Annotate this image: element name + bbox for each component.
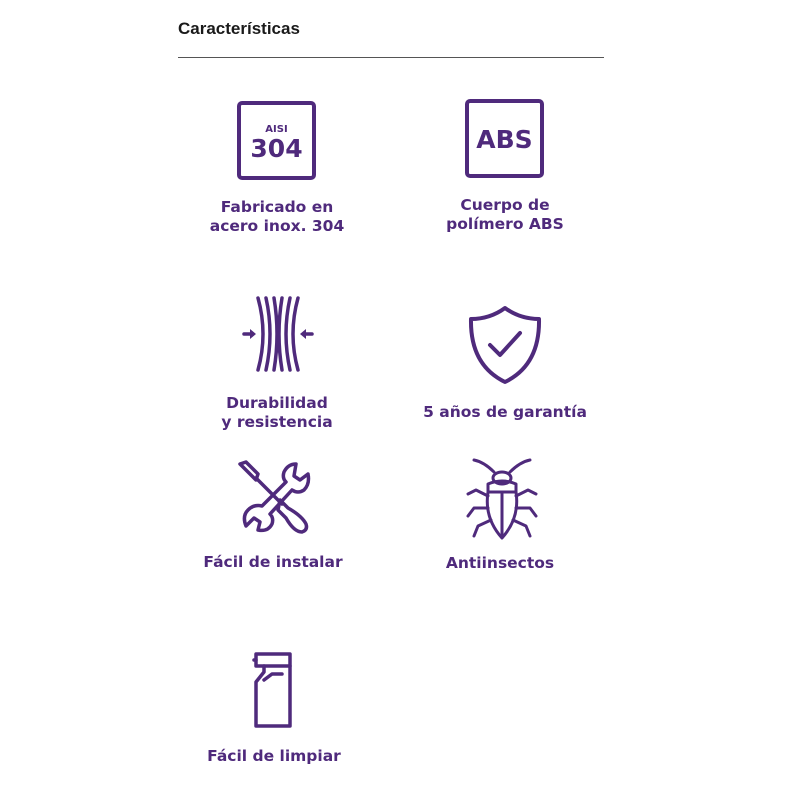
feature-label-line1: Antiinsectos — [445, 554, 555, 572]
feature-label-line2: y resistencia — [221, 413, 333, 431]
durability-icon — [242, 294, 314, 374]
abs-badge-text: ABS — [476, 125, 533, 154]
tools-icon — [236, 460, 312, 534]
feature-label-line1: Fácil de limpiar — [207, 747, 341, 765]
section-title: Características — [178, 19, 300, 38]
abs-icon — [465, 99, 545, 179]
cockroach-icon — [464, 458, 540, 542]
feature-label-line1: Cuerpo de — [460, 196, 550, 214]
section-divider — [178, 57, 604, 58]
shield-check-icon — [468, 305, 542, 385]
aisi-badge-big-text: 304 — [250, 134, 303, 163]
feature-label-line1: 5 años de garantía — [423, 403, 587, 421]
spray-bottle-icon — [250, 650, 296, 730]
aisi-badge-small-text: AISI — [265, 124, 288, 135]
feature-label-line1: Fácil de instalar — [203, 553, 343, 571]
feature-label-line1: Durabilidad — [226, 394, 328, 412]
feature-label-line2: polímero ABS — [446, 215, 564, 233]
aisi-304-icon — [237, 101, 317, 181]
feature-label-line2: acero inox. 304 — [209, 217, 345, 235]
feature-label-line1: Fabricado en — [220, 198, 334, 216]
